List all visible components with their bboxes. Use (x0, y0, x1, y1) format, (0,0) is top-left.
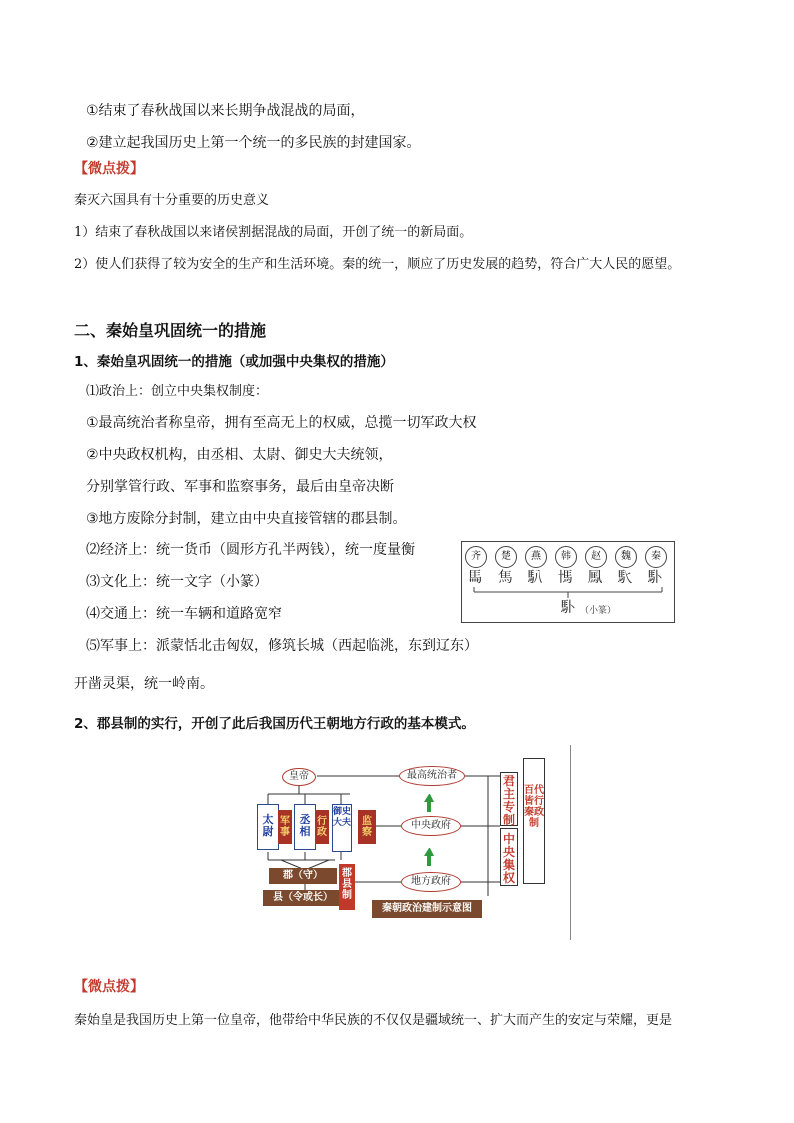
taiwei-node: 太尉 (257, 804, 279, 850)
subsection-1-heading: 1、秦始皇巩固统一的措施（或加强中央集权的措施） (74, 354, 394, 370)
administration-node: 行政 (315, 810, 329, 844)
glyph-chu: 𩡨 (497, 568, 513, 586)
script-unification-figure (461, 541, 675, 623)
tip-label: 【微点拨】 (74, 161, 144, 177)
glyph-zhao: 𩡫 (587, 568, 603, 586)
glyph-qi: 𩡧 (467, 568, 483, 586)
central-government-node: 中央政府 (401, 816, 461, 836)
tip-2-text: 秦始皇是我国历史上第一位皇帝，他带给中华民族的不仅仅是疆域统一、扩大而产生的安定与荣耀，更是 (74, 1013, 673, 1028)
politics-point-2b: 分别掌管行政、军事和监察事务，最后由皇帝决断 (86, 479, 394, 495)
hundred-dynasties-label: 百代皆行秦政制 (523, 758, 545, 884)
transport-line: ⑷交通上：统一车辆和道路宽窄 (86, 606, 282, 622)
politics-point-1: ①最高统治者称皇帝，拥有至高无上的权威，总揽一切军政大权 (86, 415, 477, 431)
xian-node: 县（令或长） (263, 890, 343, 906)
tip-point-1: 1）结束了春秋战国以来诸侯割据混战的局面，开创了统一的新局面。 (74, 225, 473, 240)
politics-line: ⑴政治上：创立中央集权制度： (86, 384, 269, 399)
tip-title: 秦灭六国具有十分重要的历史意义 (74, 193, 270, 208)
state-qi: 齐 (465, 546, 487, 568)
economy-line: ⑵经济上：统一货币（圆形方孔半两钱），统一度量衡 (86, 542, 415, 558)
glyph-qin: 𩡭 (647, 568, 663, 586)
divider-line (570, 745, 571, 940)
autocracy-label: 君主专制 (500, 772, 518, 826)
yushi-node: 御史大夫 (332, 804, 352, 852)
state-zhao: 赵 (585, 546, 607, 568)
glyph-yan: 𩡩 (527, 568, 543, 586)
achievement-line-2: ②建立起我国历史上第一个统一的多民族的封建国家。 (86, 135, 421, 151)
tip-point-2: 2）使人们获得了较为安全的生产和生活环境。秦的统一，顺应了历史发展的趋势，符合广大人民的愿望。 (74, 257, 681, 272)
state-han: 韩 (555, 546, 577, 568)
diagram-caption: 秦朝政治建制示意图 (372, 900, 482, 918)
glyph-wei: 𩡬 (617, 568, 633, 586)
emperor-node: 皇帝 (282, 768, 316, 786)
glyph-unified: 𩡭 (560, 598, 576, 616)
chengxiang-node: 丞相 (294, 804, 316, 850)
subsection-2-heading: 2、郡县制的实行，开创了此后我国历代王朝地方行政的基本模式。 (74, 716, 475, 732)
tip-label-2: 【微点拨】 (74, 979, 144, 995)
qin-political-system-diagram (255, 754, 555, 934)
politics-point-2a: ②中央政权机构，由丞相、太尉、御史大夫统领， (86, 447, 393, 463)
state-wei: 魏 (615, 546, 637, 568)
junxian-node: 郡县制 (339, 864, 355, 910)
state-chu: 楚 (495, 546, 517, 568)
small-seal-label: （小篆） (580, 606, 617, 616)
military-affairs-node: 军事 (278, 810, 292, 844)
supervision-node: 监察 (358, 810, 376, 844)
culture-line: ⑶文化上：统一文字（小篆） (86, 574, 268, 590)
centralization-label: 中央集权 (500, 828, 518, 886)
state-yan: 燕 (525, 546, 547, 568)
state-qin: 秦 (645, 546, 667, 568)
section-heading: 二、秦始皇巩固统一的措施 (74, 321, 267, 340)
achievement-line-1: ①结束了春秋战国以来长期争战混战的局面， (86, 103, 365, 119)
local-government-node: 地方政府 (401, 872, 461, 892)
supreme-ruler-node: 最高统治者 (399, 766, 465, 786)
politics-point-3: ③地方废除分封制，建立由中央直接管辖的郡县制。 (86, 511, 407, 527)
military-line: ⑸军事上：派蒙恬北击匈奴，修筑长城（西起临洮，东到辽东） (86, 638, 478, 654)
jun-node: 郡（守） (269, 868, 337, 884)
military-line-2: 开凿灵渠，统一岭南。 (74, 676, 214, 692)
glyph-han: 𩡪 (557, 568, 573, 586)
